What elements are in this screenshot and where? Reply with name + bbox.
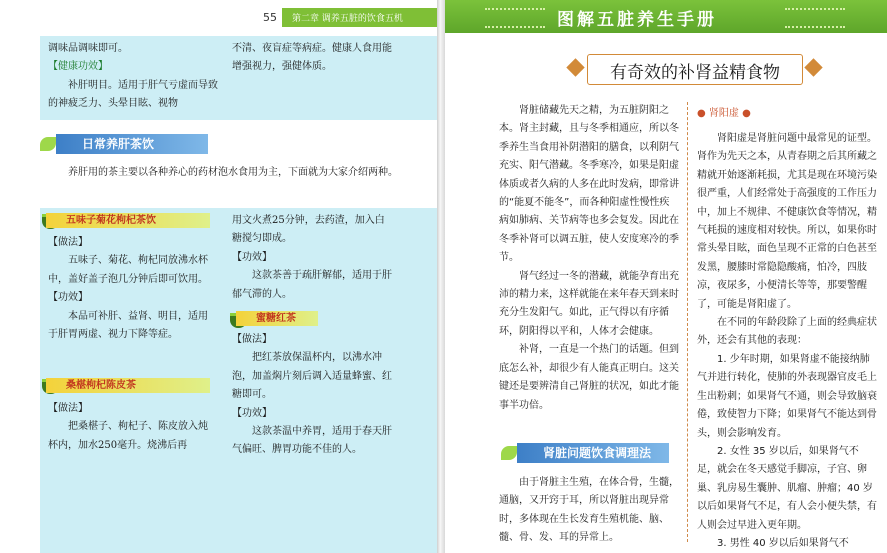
right-page [445,0,887,553]
section-title: 肾脏问题饮食调理法 [517,443,669,463]
paragraph: 把桑椹子、枸杞子、陈皮放入炖杯内，加水250毫升。烧沸后再 [48,421,208,451]
recipe-title: 五味子菊花枸杞茶饮 [46,213,210,228]
article-title: 有奇效的补肾益精食物 [610,63,780,83]
chapter-title: 第二章 调养五脏的饮食五机 [292,14,403,24]
paragraph: 由于肾脏主生殖，在体合骨，生髓，通脑，又开窍于耳，所以肾脏出现异常时，多体现在生长发育生殖机能、脑、髓、骨、发、耳的异常上。 [499,477,679,544]
recipe2-continued [232,212,394,304]
intro-text [48,164,398,182]
paragraph: 这款茶善于疏肝解郁，适用于肝郁气滞的人。 [232,270,392,300]
label-method: 【做法】 [232,334,272,345]
leaf-icon [501,446,517,460]
leaf-icon [40,137,56,151]
label-health-effect: 【健康功效】 [48,61,108,73]
paragraph: 本品可补肝、益肾、明目，适用于肝胃两虚、视力下降等症。 [48,310,208,341]
paragraph: 这款茶温中养胃，适用于春天肝气偏旺、脾胃功能不佳的人。 [232,426,392,456]
paragraph: 补肾，一直是一个热门的话题。但到底怎么补，却很少有人能真正明白。这关键还是要辨清自己肾脏的状况，如此才能事半功倍。 [499,344,679,411]
paragraph: 肾阳虚是肾脏问题中最常见的证型。肾作为先天之本，从青春期之后其所藏之精就开始逐渐耗损，尤其是现在环境污染很严重，人们经常处于高强度的工作压力中，加上不规律、不健康饮食等情况，精气耗损的速度相对较快。所以，如果你时常头晕目眩，面色呈现不正常的白色甚至发黑，腰膝时常隐隐酸痛，怕冷，四肢凉，夜尿多，小便清长等等，那要警醒了，可能是肾阳虚了。 [697,133,877,310]
column-divider [687,102,688,542]
right-col2-body [697,130,877,553]
label-effect: 【功效】 [232,251,272,263]
right-col1-tail [499,474,679,548]
label-effect: 【功效】 [48,292,88,304]
label-method: 【做法】 [48,237,88,248]
paragraph: 五味子、菊花、枸杞同放沸水杯中，盖好盖子泡几分钟后即可饮用。 [48,255,208,285]
paragraph: 调味品调味即可。 [48,43,128,54]
paragraph: 补肝明目。适用于肝气亏虚而导致的神疲乏力、头晕目眩、视物 [48,79,218,110]
section-title: 日常养肝茶饮 [56,134,208,154]
article-title-banner [587,54,803,85]
label-method: 【做法】 [48,403,88,414]
diamond-ornament-icon [804,58,822,76]
paragraph: 用文火煮25分钟，去药渣，加入白糖搅匀即成。 [232,215,385,245]
top-panel-col1 [48,40,220,114]
label-effect: 【功效】 [232,407,272,419]
paragraph: 1. 少年时期，如果肾虚不能接纳肺气并进行转化，使肺的外表现器官皮毛上生出粉刺；如果肾气不通，则会导致脑衰倦，致使智力下降；如果肾气不能达到骨头，则会影响发育。 [697,353,877,439]
top-panel-col2 [232,40,392,77]
floral-ornament [485,8,545,28]
recipe-title: 桑椹枸杞陈皮茶 [46,378,210,393]
right-col1-body [499,102,679,415]
page-number: 55 [263,11,277,24]
recipe3-body [232,331,394,460]
paragraph: 把红茶放保温杯内，以沸水冲泡，加盖焖片刻后调入适量蜂蜜、红糖即可。 [232,352,392,401]
subsection-title: ● 肾阳虚 ● [697,108,751,119]
book-title: 图解五脏养生手册 [557,10,717,30]
recipe2-body [48,400,208,455]
diamond-ornament-icon [566,58,584,76]
book-gutter [437,0,445,553]
paragraph: 不清、夜盲症等病症。健康人食用能增强视力，强健体质。 [232,43,392,73]
paragraph: 肾脏储藏先天之精，为五脏阴阳之本。肾主封藏，且与冬季相通应，所以冬季养生当食用补阴潜阳的膳食，以利阴气充实、阳气潜藏。冬季寒冷，如果是阳虚体质或者久病的人多在此时发病，即常讲的“能夏不能冬”，而各种阳虚性慢性疾病如肺病、关节病等也多会复发。因此在冬季补肾可以调五脏，使人安度寒冷的季节。 [499,105,679,264]
paragraph: 2. 女性 35 岁以后，如果肾气不足，就会在冬天感觉手脚凉，子宫、卵巢、乳房易生囊肿、肌瘤、肿瘤；40 岁以后如果肾气不足，有人会小便失禁，有人则会过早进入更年期。 [697,445,877,531]
left-page [0,0,437,553]
paragraph: 3. 男性 40 岁以后如果肾气不 [717,537,849,549]
paragraph: 肾气经过一冬的潜藏，就能孕育出充沛的精力来，这样就能在来年春天到来时充分生发阳气。如此，正气得以有序循环，阴阳得以平和，人体才会健康。 [499,270,679,337]
recipe-title: 蜜糖红茶 [236,311,318,326]
floral-ornament [785,8,845,28]
paragraph: 养肝用的茶主要以各种养心的药材泡水食用为主，下面就为大家介绍两种。 [68,167,398,178]
paragraph: 在不同的年龄段除了上面的经典症状外，还会有其他的表现： [697,317,877,347]
recipe1-body [48,234,208,344]
